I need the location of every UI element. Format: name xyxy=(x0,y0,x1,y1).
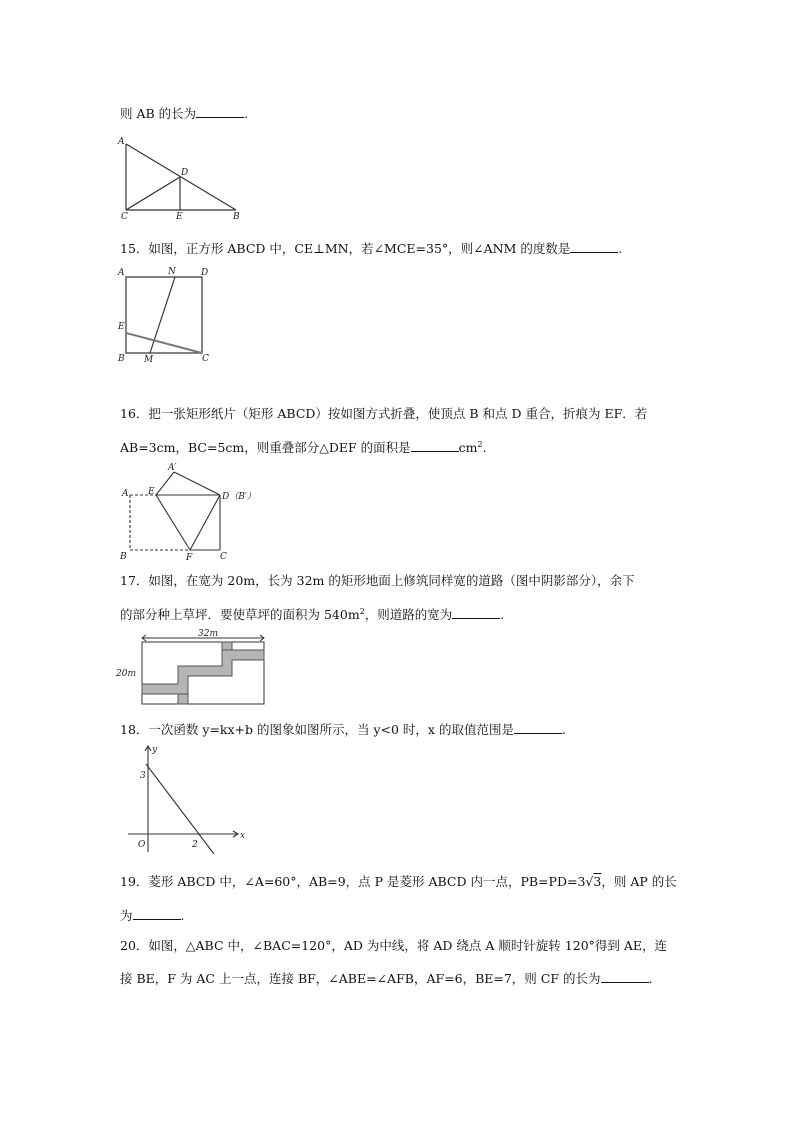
q15-text: 15．如图，正方形 ABCD 中，CE⊥MN，若∠MCE=35°，则∠ANM 的度数是 . xyxy=(120,241,623,256)
q15-figure xyxy=(118,265,228,365)
label-C: C xyxy=(202,354,209,364)
label-origin: O xyxy=(138,840,146,850)
label-B: B xyxy=(233,212,240,222)
label-F: F xyxy=(186,553,193,563)
answer-blank xyxy=(133,908,181,920)
q20-line2: 接 BE，F 为 AC 上一点，连接 BF，∠ABE=∠AFB，AF=6，BE=7，则 CF 的长为 . xyxy=(120,971,653,986)
q16-line2: AB=3cm，BC=5cm，则重叠部分△DEF 的面积是 $cm^2$. xyxy=(120,439,487,455)
label-C: C xyxy=(220,552,227,562)
label-M: M xyxy=(144,355,154,365)
answer-blank xyxy=(514,722,562,734)
label-B: B xyxy=(120,552,127,562)
q14-text: 则 AB 的长为 . xyxy=(120,106,249,121)
label-y: y xyxy=(152,745,158,755)
label-D-B-prime: D（B′） xyxy=(222,492,256,502)
label-D: D xyxy=(201,268,209,278)
label-A-prime: A′ xyxy=(168,463,177,473)
label-height: 20m xyxy=(116,669,136,679)
label-C: C xyxy=(121,212,128,222)
label-E: E xyxy=(176,212,183,222)
answer-blank xyxy=(196,106,244,118)
answer-blank xyxy=(570,241,618,253)
label-E: E xyxy=(118,322,125,332)
q16-figure xyxy=(118,458,268,568)
q17-line1: 17．如图，在宽为 20m，长为 32m 的矩形地面上修筑同样宽的道路（图中阴影部分），余下 xyxy=(120,573,635,588)
q19-line1: 19．菱形 ABCD 中，∠A=60°，AB=9，点 P 是菱形 ABCD 内一点，PB=PD=3√3，则 AP 的长 xyxy=(120,874,677,889)
q18-figure xyxy=(120,742,250,857)
label-x: x xyxy=(240,831,246,841)
q19-line2: 为 . xyxy=(120,908,185,923)
q17-figure xyxy=(116,628,276,708)
label-D: D xyxy=(181,168,189,178)
label-y-intercept: 3 xyxy=(140,771,146,781)
label-x-intercept: 2 xyxy=(192,840,198,850)
label-A: A xyxy=(118,268,125,278)
label-A: A xyxy=(118,137,125,147)
answer-blank xyxy=(601,971,649,983)
q18-text: 18．一次函数 y=kx+b 的图象如图所示，当 y<0 时，x 的取值范围是 . xyxy=(120,722,566,737)
q17-line2: 的部分种上草坪．要使草坪的面积为 $540m^2$，则道路的宽为 . xyxy=(120,606,505,622)
q16-line1: 16．把一张矩形纸片（矩形 ABCD）按如图方式折叠，使顶点 B 和点 D 重合，折痕为 EF．若 xyxy=(120,406,648,421)
label-width: 32m xyxy=(198,629,218,639)
q20-line1: 20．如图，△ABC 中，∠BAC=120°，AD 为中线，将 AD 绕点 A 顺时针旋转 120°得到 AE，连 xyxy=(120,938,668,953)
sqrt-symbol: √ xyxy=(585,874,594,889)
label-B: B xyxy=(118,354,125,364)
answer-blank xyxy=(452,607,500,619)
q14-figure xyxy=(118,134,258,224)
label-N: N xyxy=(168,267,176,277)
label-A: A xyxy=(122,489,129,499)
label-E: E xyxy=(148,487,155,497)
answer-blank xyxy=(411,440,459,452)
